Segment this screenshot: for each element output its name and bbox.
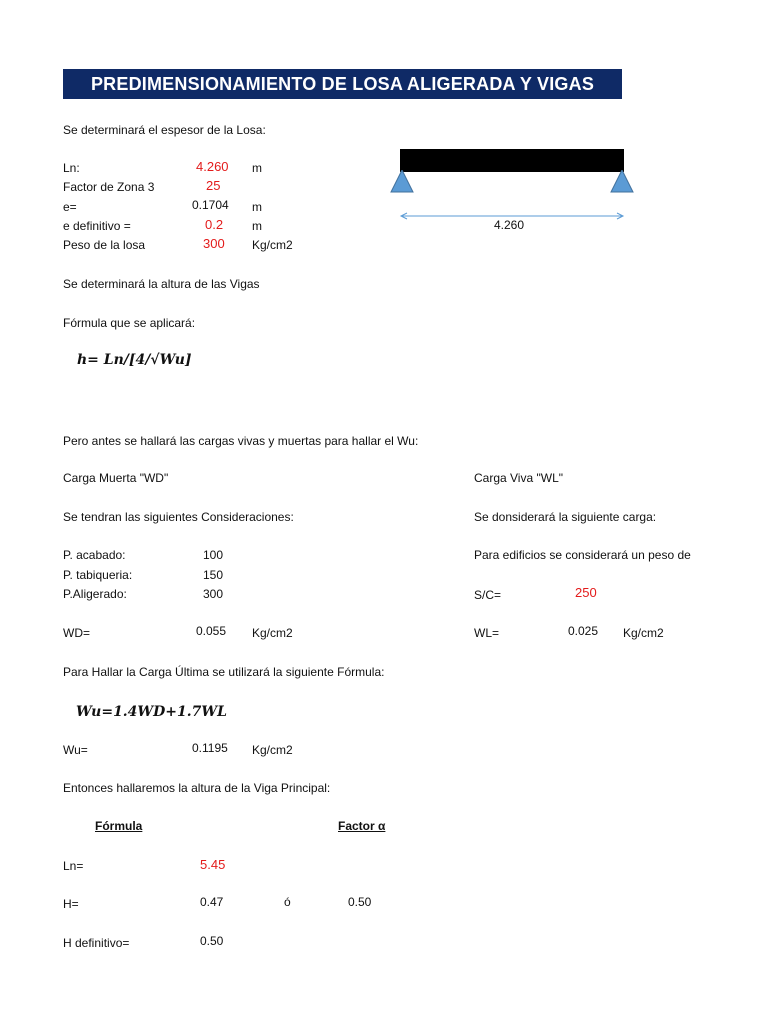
live-load-considerations: Se donsiderará la siguiente carga: (474, 510, 657, 524)
factor-header: Factor α (338, 819, 386, 833)
beam-diagram (400, 149, 624, 172)
e-value: 0.1704 (192, 198, 229, 212)
left-support-icon (391, 170, 413, 192)
ultimate-intro: Para Hallar la Carga Última se utilizará la siguiente Fórmula: (63, 665, 385, 679)
sc-value: 250 (575, 585, 597, 600)
wu-value: 0.1195 (192, 741, 228, 755)
live-load-heading: Carga Viva "WL" (474, 471, 563, 485)
ln-value: 4.260 (196, 159, 229, 174)
right-support-icon (611, 170, 633, 192)
main-beam-intro: Entonces hallaremos la altura de la Viga Principal: (63, 781, 331, 795)
span-label: 4.260 (494, 218, 525, 232)
e-def-value: 0.2 (205, 217, 224, 232)
or-text: ó (284, 895, 291, 909)
lightweight-value: 300 (203, 587, 224, 601)
e-def-label: e definitivo = (63, 219, 131, 233)
ln-unit: m (252, 161, 262, 175)
h-def-label: H definitivo= (63, 936, 130, 950)
live-load-note: Para edificios se considerará un peso de (474, 548, 691, 562)
finish-value: 100 (203, 548, 224, 562)
slab-weight-label: Peso de la losa (63, 238, 146, 252)
slab-weight-value: 300 (203, 236, 225, 251)
beams-intro: Se determinará la altura de las Vigas (63, 277, 260, 291)
h-value: 0.47 (200, 895, 224, 909)
partition-label: P. tabiqueria: (63, 568, 133, 582)
formula-label: Fórmula que se aplicará: (63, 316, 196, 330)
ultimate-formula: Wu=1.4WD+1.7WL (76, 704, 227, 720)
wl-value: 0.025 (568, 624, 599, 638)
ln-label: Ln: (63, 161, 80, 175)
h-label: H= (63, 897, 79, 911)
page-title: PREDIMENSIONAMIENTO DE LOSA ALIGERADA Y VIGAS (63, 69, 622, 99)
wl-unit: Kg/cm2 (623, 626, 664, 640)
dead-load-heading: Carga Muerta "WD" (63, 471, 169, 485)
ln2-label: Ln= (63, 859, 84, 873)
dead-load-considerations: Se tendran las siguientes Consideraciones: (63, 510, 294, 524)
lightweight-label: P.Aligerado: (63, 587, 127, 601)
wu-unit: Kg/cm2 (252, 743, 293, 757)
zone-factor-label: Factor de Zona 3 (63, 180, 155, 194)
wd-label: WD= (63, 626, 90, 640)
slab-intro: Se determinará el espesor de la Losa: (63, 123, 266, 137)
slab-weight-unit: Kg/cm2 (252, 238, 293, 252)
ln2-value: 5.45 (200, 857, 226, 872)
h-def-value: 0.50 (200, 934, 224, 948)
e-unit: m (252, 200, 262, 214)
wu-label: Wu= (63, 743, 88, 757)
loads-intro: Pero antes se hallará las cargas vivas y muertas para hallar el Wu: (63, 434, 419, 448)
height-formula: h= Ln/[4/√Wu] (77, 352, 192, 368)
h-alt-value: 0.50 (348, 895, 372, 909)
zone-factor-value: 25 (206, 178, 221, 193)
e-def-unit: m (252, 219, 262, 233)
sc-label: S/C= (474, 588, 502, 602)
wl-label: WL= (474, 626, 500, 640)
wd-unit: Kg/cm2 (252, 626, 293, 640)
wd-value: 0.055 (196, 624, 227, 638)
formula-header: Fórmula (95, 819, 143, 833)
finish-label: P. acabado: (63, 548, 126, 562)
partition-value: 150 (203, 568, 224, 582)
e-label: e= (63, 200, 77, 214)
